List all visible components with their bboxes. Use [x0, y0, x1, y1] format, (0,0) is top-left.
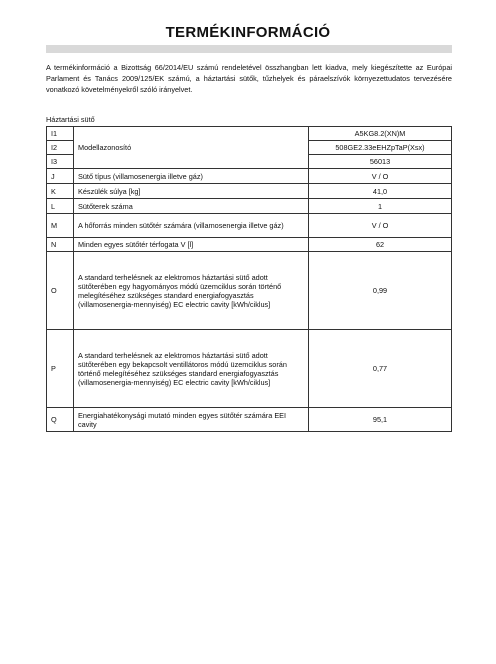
table-row: [47, 184, 452, 199]
row-code: Q: [47, 408, 74, 432]
row-description: Készülék súlya [kg]: [74, 184, 309, 199]
row-description: Sütő típus (villamosenergia illetve gáz): [74, 169, 309, 184]
table-row: [47, 214, 452, 238]
row-code: I1: [47, 127, 74, 141]
row-code: K: [47, 184, 74, 199]
row-value: V / O: [309, 214, 452, 238]
row-value: 95,1: [309, 408, 452, 432]
model-label: Modellazonosító: [74, 127, 309, 169]
title-underline-bar: [46, 45, 452, 53]
row-value: 1: [309, 199, 452, 214]
row-code: I3: [47, 155, 74, 169]
product-info-table: [46, 126, 452, 432]
section-label: Háztartási sütő: [46, 115, 95, 124]
table-row: [47, 330, 452, 408]
row-value: 41,0: [309, 184, 452, 199]
row-value: A5KG8.2(XN)M: [309, 127, 452, 141]
row-value: V / O: [309, 169, 452, 184]
row-description: Energiahatékonysági mutató minden egyes sütőtér számára EEI cavity: [74, 408, 309, 432]
row-code: N: [47, 238, 74, 252]
row-value: 0,77: [309, 330, 452, 408]
row-description: A hőforrás minden sütőtér számára (villamosenergia illetve gáz): [74, 214, 309, 238]
row-value: 56013: [309, 155, 452, 169]
row-description: Sütőterek száma: [74, 199, 309, 214]
row-code: O: [47, 252, 74, 330]
row-value: 62: [309, 238, 452, 252]
row-code: P: [47, 330, 74, 408]
table-row: [47, 169, 452, 184]
row-description: A standard terhelésnek az elektromos háztartási sütő adott sütőterében egy hagyományos módú üzemciklus során történő melegítéséhez szükséges standard energiafogyasztás (villamosenergia-mennyiség) EC electric cavity [kWh/ciklus]: [74, 252, 309, 330]
table-row: [47, 199, 452, 214]
table-row: [47, 408, 452, 432]
row-code: L: [47, 199, 74, 214]
intro-paragraph: A termékinformáció a Bizottság 66/2014/EU számú rendeletével összhangban lett kiadva, mely kiegészítette az Európai Parlament és Tanács 2009/125/EK számú, a háztartási sütők, tűzhelyek és páraelszívók környezettudatos tervezésére vonatkozó követelményekről szóló irányelvet.: [46, 63, 452, 94]
row-description: Minden egyes sütőtér térfogata V [l]: [74, 238, 309, 252]
table-row: [47, 252, 452, 330]
row-code: J: [47, 169, 74, 184]
row-value: 508GE2.33eEHZpTaP(Xsx): [309, 141, 452, 155]
table-row: [47, 238, 452, 252]
table-row: [47, 127, 452, 141]
page-title: TERMÉKINFORMÁCIÓ: [165, 24, 331, 41]
row-value: 0,99: [309, 252, 452, 330]
row-description: A standard terhelésnek az elektromos háztartási sütő adott sütőterében egy bekapcsolt ventillátoros módú üzemciklus során történő melegítéséhez szükséges standard energiafogyasztás (villamosenergia-mennyiség) EC electric cavity [kWh/ciklus]: [74, 330, 309, 408]
row-code: I2: [47, 141, 74, 155]
row-code: M: [47, 214, 74, 238]
